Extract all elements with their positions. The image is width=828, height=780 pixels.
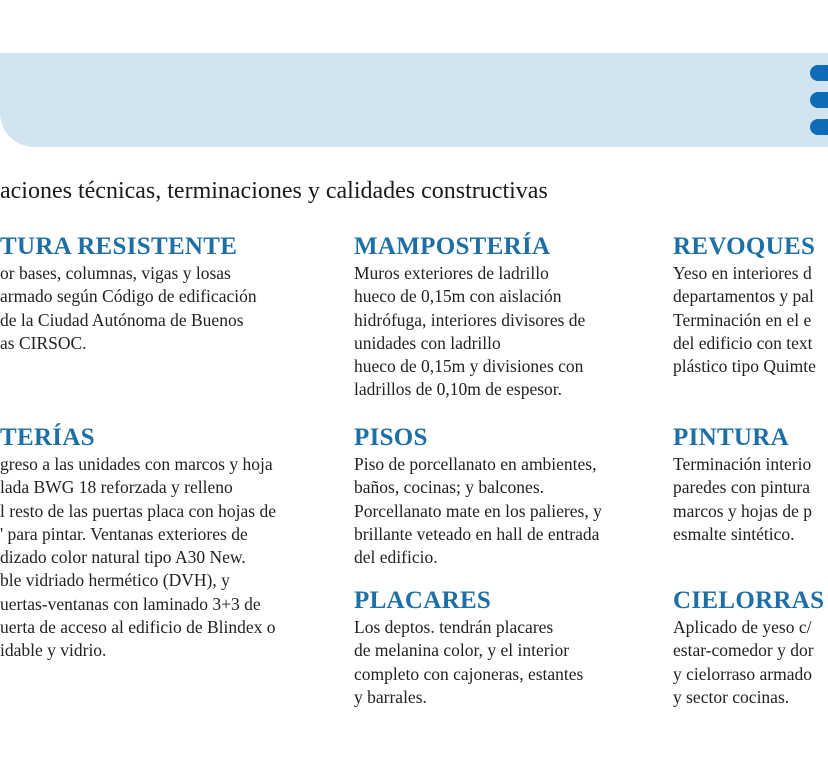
section-text-line: Porcellanato mate en los palieres, y — [354, 500, 602, 521]
section-text-line: del edificio. — [354, 547, 438, 568]
section-text-line: brillante veteado en hall de entrada — [354, 523, 600, 544]
section-heading: TERÍAS — [0, 424, 95, 451]
page-subtitle: aciones técnicas, terminaciones y calidades constructivas — [0, 178, 548, 204]
section-text-line: paredes con pintura — [673, 477, 811, 498]
section-heading: PINTURA — [673, 424, 789, 451]
section-text-line: marcos y hojas de p — [673, 500, 812, 521]
section-text-line: Los deptos. tendrán placares — [354, 617, 554, 637]
section-text-line: idable y vidrio. — [0, 640, 107, 661]
section-text-line: y barrales. — [354, 686, 427, 707]
section-heading: CIELORRAS — [673, 587, 825, 614]
section-pisos — [354, 423, 654, 569]
section-text-line: del edificio con text — [673, 332, 813, 353]
section-text-line: greso a las unidades con marcos y hoja — [0, 454, 273, 474]
section-text-line: plástico tipo Quimte — [673, 356, 816, 377]
section-carpinterias — [0, 423, 340, 663]
section-text-line: as CIRSOC. — [0, 332, 87, 353]
section-text-line: completo con cajoneras, estantes — [354, 663, 584, 684]
header-banner — [0, 53, 828, 147]
section-text-line: baños, cocinas; y balcones. — [354, 477, 545, 498]
decorative-bar — [810, 65, 828, 81]
decorative-bar — [810, 119, 828, 135]
section-text-line: armado según Código de edificación — [0, 286, 257, 307]
section-text-line: ladrillos de 0,10m de espesor. — [354, 379, 563, 400]
section-text-line: Aplicado de yeso c/ — [673, 617, 812, 637]
section-text-line: hueco de 0,15m con aislación — [354, 286, 562, 307]
section-text-line: uertas-ventanas con laminado 3+3 de — [0, 593, 261, 614]
section-placares — [354, 586, 654, 709]
section-text-line: ble vidriado hermético (DVH), y — [0, 570, 230, 591]
section-text-line: dizado color natural tipo A30 New. — [0, 547, 246, 568]
section-revoques — [673, 232, 828, 378]
section-text-line: uerta de acceso al edificio de Blindex o — [0, 617, 276, 638]
section-text-line: estar-comedor y dor — [673, 640, 814, 661]
section-estructura — [0, 232, 340, 355]
section-text-line: de melanina color, y el interior — [354, 640, 570, 661]
section-text-line: de la Ciudad Autónoma de Buenos — [0, 309, 244, 330]
section-text-line: or bases, columnas, vigas y losas — [0, 263, 231, 283]
section-text-line: y sector cocinas. — [673, 686, 790, 707]
section-pintura — [673, 423, 828, 546]
section-heading: PISOS — [354, 424, 428, 451]
section-text-line: hidrófuga, interiores divisores de — [354, 309, 586, 330]
section-text-line: unidades con ladrillo — [354, 332, 501, 353]
section-heading: MAMPOSTERÍA — [354, 233, 551, 260]
section-text-line: hueco de 0,15m y divisiones con — [354, 356, 584, 377]
section-text-line: Yeso en interiores d — [673, 263, 812, 283]
section-text-line: ' para pintar. Ventanas exteriores de — [0, 523, 248, 544]
section-text-line: l resto de las puertas placa con hojas de — [0, 500, 277, 521]
section-text-line: Piso de porcellanato en ambientes, — [354, 454, 597, 474]
section-heading: TURA RESISTENTE — [0, 233, 238, 260]
section-text-line: departamentos y pal — [673, 286, 814, 307]
section-text-line: Terminación en el e — [673, 309, 812, 330]
section-text-line: Muros exteriores de ladrillo — [354, 263, 549, 283]
section-cielorrasos — [673, 586, 828, 709]
section-text-line: esmalte sintético. — [673, 523, 795, 544]
section-text-line: lada BWG 18 reforzada y relleno — [0, 477, 233, 498]
decorative-bar — [810, 92, 828, 108]
section-mamposteria — [354, 232, 654, 402]
section-heading: REVOQUES — [673, 233, 816, 260]
section-text-line: Terminación interio — [673, 454, 812, 474]
section-heading: PLACARES — [354, 587, 492, 614]
section-text-line: y cielorraso armado — [673, 663, 812, 684]
